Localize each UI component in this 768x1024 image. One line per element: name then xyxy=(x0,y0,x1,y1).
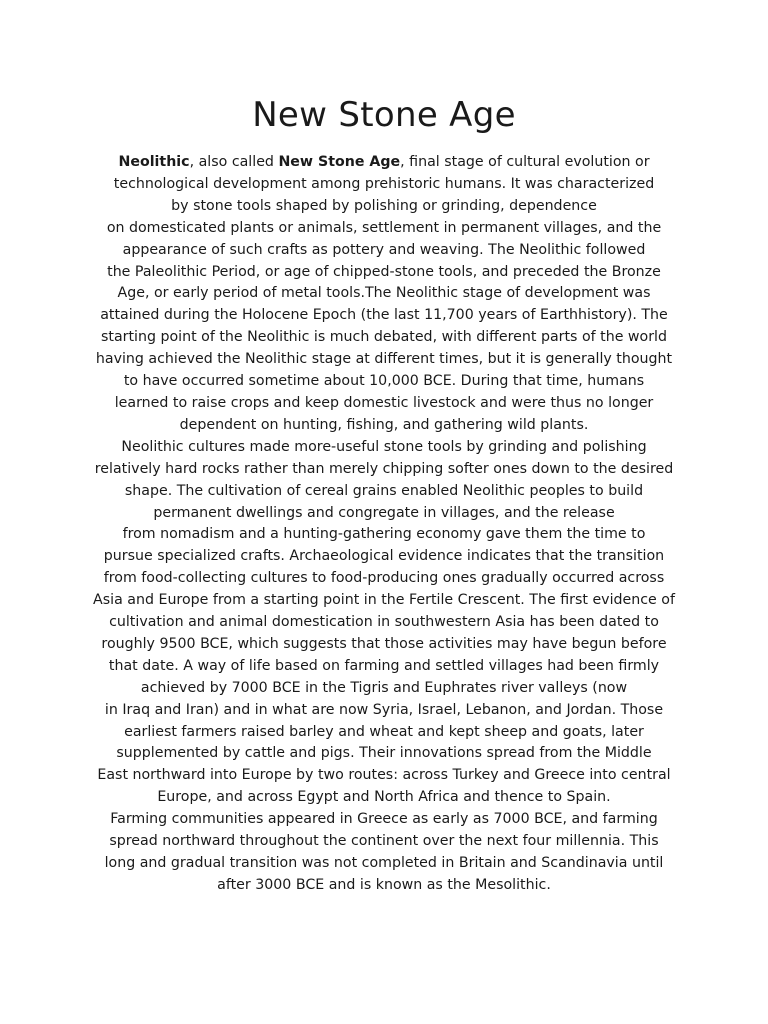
text-line: appearance of such crafts as pottery and weaving. The Neolithic followed xyxy=(122,241,646,258)
term-new-stone-age: New Stone Age xyxy=(278,154,401,170)
text-line: attained during the Holocene Epoch (the last 11,700 years of Earthhistory). The xyxy=(100,307,668,324)
text-line: Neolithic cultures made more-useful stone tools by grinding and polishing xyxy=(121,438,647,455)
text-line: from food-collecting cultures to food-producing ones gradually occurred across xyxy=(103,570,665,587)
text-line: pursue specialized crafts. Archaeological evidence indicates that the transition xyxy=(103,548,665,565)
text-line: from nomadism and a hunting-gathering economy gave them the time to xyxy=(122,526,646,543)
text-line: East northward into Europe by two routes: across Turkey and Greece into central xyxy=(97,767,671,784)
text-line: after 3000 BCE and is known as the Mesolithic. xyxy=(217,876,551,893)
text-line: supplemented by cattle and pigs. Their innovations spread from the Middle xyxy=(116,745,652,762)
term-neolithic: Neolithic xyxy=(118,154,190,170)
text-line: shape. The cultivation of cereal grains enabled Neolithic peoples to build xyxy=(124,482,644,499)
text-line: that date. A way of life based on farming and settled villages had been firmly xyxy=(108,657,660,674)
text-line: to have occurred sometime about 10,000 BCE. During that time, humans xyxy=(123,373,645,390)
text-line: cultivation and animal domestication in southwestern Asia has been dated to xyxy=(109,614,659,631)
text-line: in Iraq and Iran) and in what are now Syria, Israel, Lebanon, and Jordan. Those xyxy=(104,701,664,718)
text-line: learned to raise crops and keep domestic livestock and were thus no longer xyxy=(114,394,654,411)
text-line: Age, or early period of metal tools.The Neolithic stage of development was xyxy=(117,285,651,302)
intro-line xyxy=(80,152,688,174)
text-line: dependent on hunting, fishing, and gathering wild plants. xyxy=(179,416,589,433)
text-line: permanent dwellings and congregate in villages, and the release xyxy=(153,504,615,521)
page-title: New Stone Age xyxy=(252,95,516,135)
text-line: roughly 9500 BCE, which suggests that those activities may have begun before xyxy=(101,635,667,652)
text-line: Farming communities appeared in Greece as early as 7000 BCE, and farming xyxy=(110,811,658,828)
text-line: Europe, and across Egypt and North Africa and thence to Spain. xyxy=(157,789,611,806)
intro-rest: , final stage of cultural evolution or xyxy=(400,154,650,170)
text-line: by stone tools shaped by polishing or grinding, dependence xyxy=(171,197,597,214)
text-line: on domesticated plants or animals, settlement in permanent villages, and the xyxy=(106,219,662,236)
text-line: earliest farmers raised barley and wheat and kept sheep and goats, later xyxy=(124,723,644,740)
text-line: starting point of the Neolithic is much debated, with different parts of the world xyxy=(101,329,667,346)
text-line: the Paleolithic Period, or age of chipped-stone tools, and preceded the Bronze xyxy=(107,263,661,280)
text-line: technological development among prehistoric humans. It was characterized xyxy=(113,175,655,192)
text-line: achieved by 7000 BCE in the Tigris and Euphrates river valleys (now xyxy=(140,679,628,696)
text-line: having achieved the Neolithic stage at different times, but it is generally thought xyxy=(95,351,673,368)
text-line: long and gradual transition was not completed in Britain and Scandinavia until xyxy=(104,855,664,871)
text-line: Asia and Europe from a starting point in the Fertile Crescent. The first evidence of xyxy=(93,592,675,609)
document-body xyxy=(80,152,688,897)
text-line: relatively hard rocks rather than merely chipping softer ones down to the desired xyxy=(94,460,674,477)
text-line: spread northward throughout the continent over the next four millennia. This xyxy=(109,833,659,850)
intro-also-called: , also called xyxy=(189,154,279,170)
